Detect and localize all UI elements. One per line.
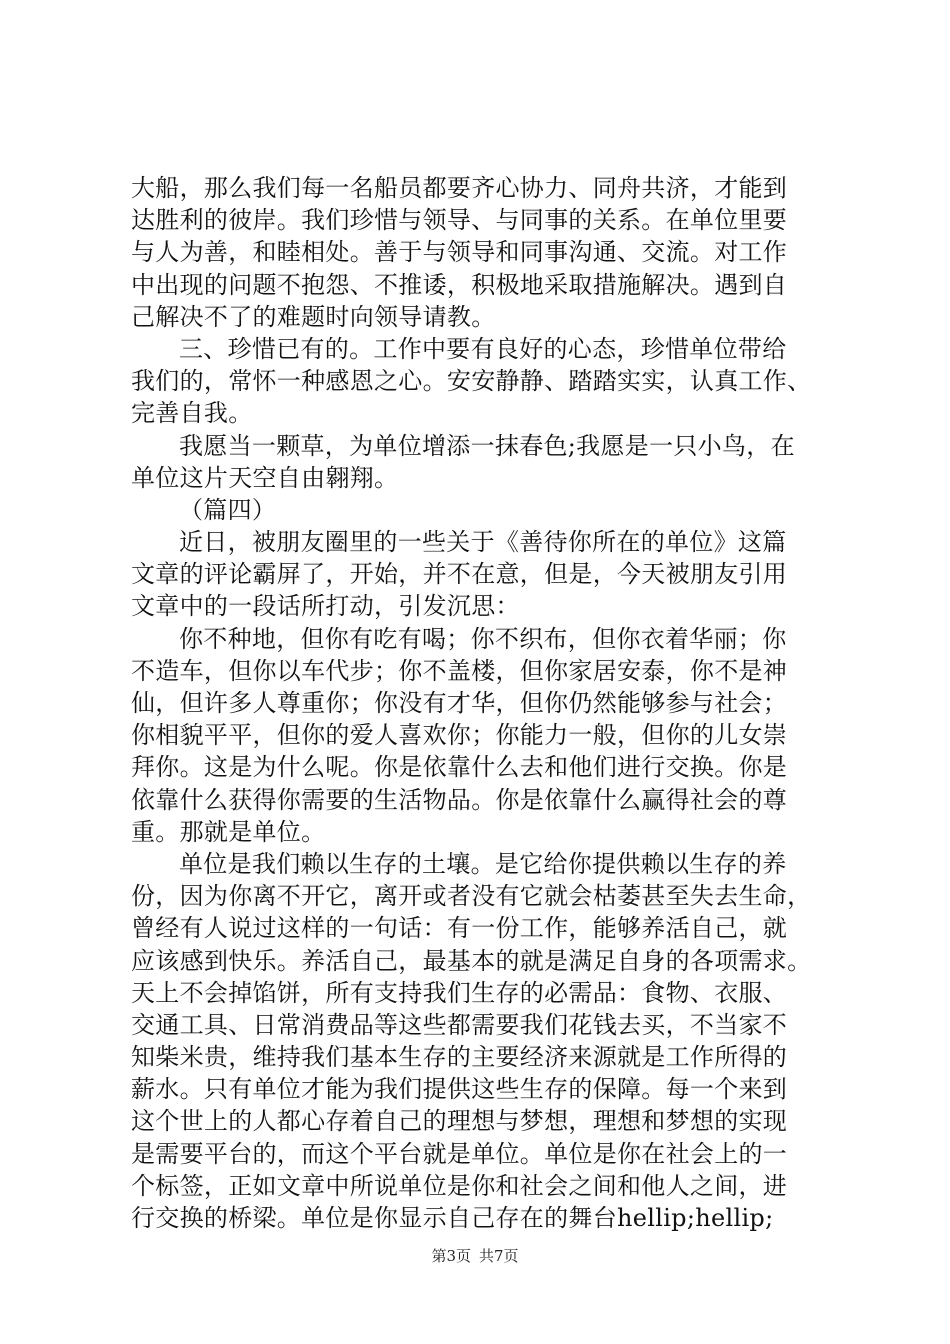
text-line: 仙，但许多人尊重你；你没有才华，但你仍然能够参与社会；	[131, 689, 788, 717]
text-line: 达胜利的彼岸。我们珍惜与领导、与同事的关系。在单位里要	[131, 206, 788, 235]
paragraph-start-line: 近日，被朋友圈里的一些关于《善待你所在的单位》这篇	[179, 528, 787, 557]
page-total: 共7页	[479, 1247, 519, 1265]
text-line: 应该感到快乐。养活自己，最基本的就是满足自身的各项需求。	[131, 946, 812, 975]
text-line: 天上不会掉馅饼，所有支持我们生存的必需品：食物、衣服、	[131, 978, 788, 1007]
paragraph-start-line: 三、珍惜已有的。工作中要有良好的心态，珍惜单位带给	[179, 334, 787, 363]
text-line: 行交换的桥梁。单位是你显示自己存在的舞台hellip;hellip;	[131, 1204, 774, 1232]
text-line: 薪水。只有单位才能为我们提供这些生存的保障。每一个来到	[131, 1075, 788, 1104]
text-line: 依靠什么获得你需要的生活物品。你是依靠什么赢得社会的尊	[131, 785, 788, 814]
text-line: 个标签，正如文章中所说单位是你和社会之间和他人之间，进	[131, 1171, 788, 1200]
text-line: 与人为善，和睦相处。善于与领导和同事沟通、交流。对工作	[131, 238, 788, 267]
text-line: 曾经有人说过这样的一句话：有一份工作，能够养活自己，就	[131, 914, 788, 943]
text-line: 这个世上的人都心存着自己的理想与梦想，理想和梦想的实现	[131, 1107, 788, 1136]
text-line: 不造车，但你以车代步；你不盖楼，但你家居安泰，你不是神	[131, 656, 788, 685]
text-line: 单位这片天空自由翱翔。	[131, 463, 399, 492]
text-line: 大船，那么我们每一名船员都要齐心协力、同舟共济，才能到	[131, 174, 788, 202]
paragraph-start-line: 你不种地，但你有吃有喝；你不织布，但你衣着华丽；你	[179, 624, 787, 653]
section-heading: （篇四）	[179, 495, 277, 524]
text-line: 是需要平台的，而这个平台就是单位。单位是你在社会上的一	[131, 1139, 788, 1168]
page-footer	[0, 1245, 950, 1266]
text-line: 你相貌平平，但你的爱人喜欢你；你能力一般，但你的儿女崇	[131, 721, 788, 750]
text-line: 文章中的一段话所打动，引发沉思：	[131, 592, 520, 621]
text-line: 中出现的问题不抱怨、不推诿，积极地采取措施解决。遇到自	[131, 270, 788, 299]
text-line: 份，因为你离不开它，离开或者没有它就会枯萎甚至失去生命，	[131, 882, 812, 911]
text-line: 完善自我。	[131, 399, 253, 428]
paragraph-start-line: 我愿当一颗草，为单位增添一抹春色;我愿是一只小鸟，在	[179, 431, 795, 460]
text-line: 拜你。这是为什么呢。你是依靠什么去和他们进行交换。你是	[131, 753, 788, 782]
text-line: 文章的评论霸屏了，开始，并不在意，但是，今天被朋友引用	[131, 560, 788, 589]
text-line: 己解决不了的难题时向领导请教。	[131, 302, 496, 331]
text-line: 我们的，常怀一种感恩之心。安安静静、踏踏实实，认真工作、	[131, 367, 812, 396]
text-line: 知柴米贵，维持我们基本生存的主要经济来源就是工作所得的	[131, 1043, 788, 1072]
text-line: 交通工具、日常消费品等这些都需要我们花钱去买，不当家不	[131, 1010, 788, 1039]
page-number: 第3页	[431, 1247, 471, 1265]
text-line: 重。那就是单位。	[131, 817, 326, 846]
paragraph-start-line: 单位是我们赖以生存的土壤。是它给你提供赖以生存的养	[179, 849, 787, 878]
document-body	[131, 172, 831, 1234]
